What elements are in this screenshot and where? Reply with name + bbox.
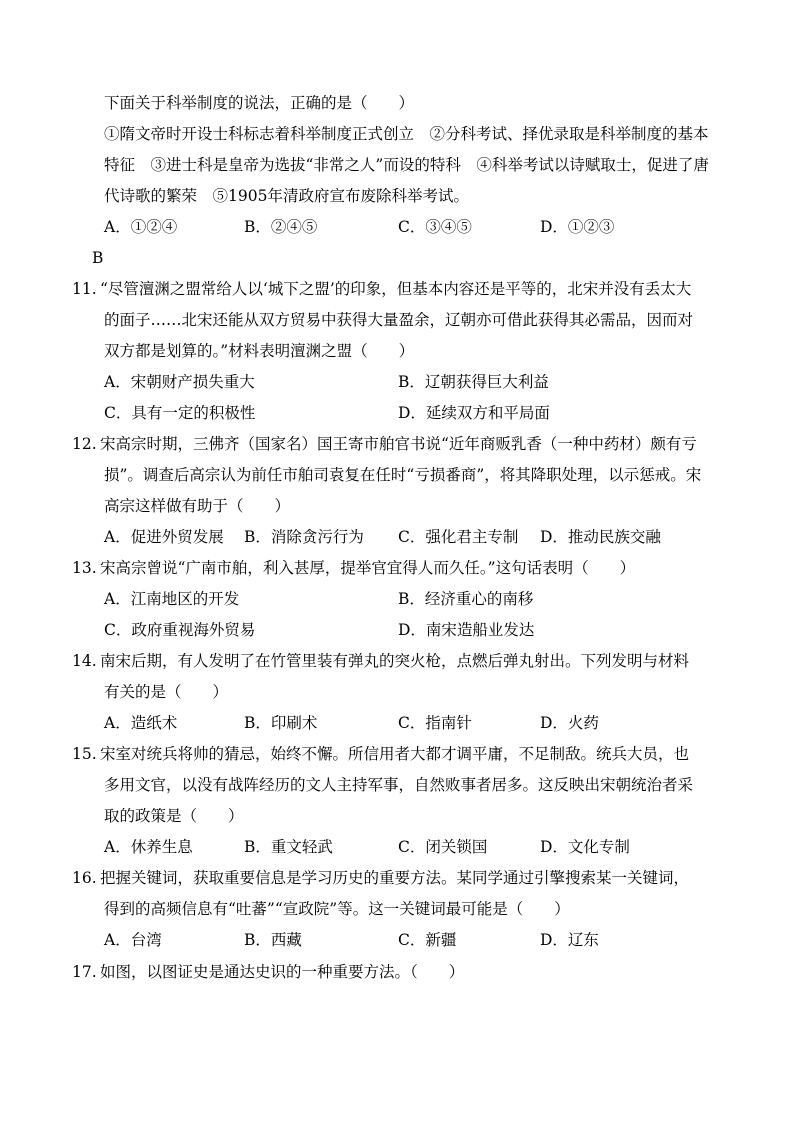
option-b: B．印刷术 (244, 714, 318, 732)
option-c: C．指南针 (398, 714, 472, 732)
option-d: D．①②③ (540, 218, 615, 236)
option-c: C．强化君主专制 (398, 528, 519, 546)
question-text-line: 双方都是划算的。”材料表明澶渊之盟（ ） (104, 342, 415, 360)
question-number: 17. (72, 963, 97, 981)
option-d: D．火药 (540, 714, 599, 732)
question-text-line: 的面子……北宋还能从双方贸易中获得大量盈余，辽朝亦可借此获得其必需品，因而对 (104, 311, 694, 329)
question-number: 15. (72, 745, 97, 763)
option-b: B．经济重心的南移 (398, 590, 534, 608)
answer-text: B (92, 249, 104, 267)
question-number: 11. (72, 280, 97, 298)
option-a: A．促进外贸发展 (104, 528, 224, 546)
question-number: 12. (72, 435, 97, 453)
option-b: B．辽朝获得巨大利益 (398, 373, 549, 391)
question-text-line: 宋室对统兵将帅的猜忌，始终不懈。所信用者大都才调平庸，不足制敌。统兵大员，也 (100, 745, 690, 763)
option-a: A．台湾 (104, 931, 162, 949)
question-number: 16. (72, 869, 97, 887)
option-a: A．休养生息 (104, 838, 193, 856)
option-b: B．消除贪污行为 (244, 528, 364, 546)
question-text-line: 把握关键词，获取重要信息是学习历史的重要方法。某同学通过引擎搜索某一关键词， (100, 869, 690, 887)
option-c: C．具有一定的积极性 (104, 404, 256, 422)
option-b: B．西藏 (244, 931, 302, 949)
question-text-line: 宋高宗曾说“广南市舶，利入甚厚，提举官宜得人而久任。”这句话表明（ ） (100, 559, 636, 577)
option-d: D．文化专制 (540, 838, 630, 856)
question-number: 14. (72, 652, 97, 670)
option-b: B．重文轻武 (244, 838, 333, 856)
option-a: A．宋朝财产损失重大 (104, 373, 255, 391)
option-a: A．造纸术 (104, 714, 178, 732)
question-number: 13. (72, 559, 97, 577)
option-c: C．闭关锁国 (398, 838, 488, 856)
question-text-line: 有关的是（ ） (104, 683, 229, 701)
option-a: A．江南地区的开发 (104, 590, 240, 608)
question-text-line: 如图，以图证史是通达史识的一种重要方法。（ ） (100, 963, 465, 981)
question-text-line: ①隋文帝时开设士科标志着科举制度正式创立 ②分科考试、择优录取是科举制度的基本 (104, 125, 709, 143)
option-c: C．③④⑤ (398, 218, 472, 236)
question-text-line: 损”。调查后高宗认为前任市舶司袁复在任时“亏损番商”，将其降职处理，以示惩戒。宋 (104, 466, 702, 484)
question-text-line: 宋高宗时期，三佛齐（国家名）国王寄市舶官书说“近年商贩乳香（一种中药材）颇有亏 (100, 435, 697, 453)
option-d: D．延续双方和平局面 (398, 404, 550, 422)
option-c: C．新疆 (398, 931, 457, 949)
option-c: C．政府重视海外贸易 (104, 621, 256, 639)
option-b: B．②④⑤ (244, 218, 318, 236)
question-text-line: 南宋后期，有人发明了在竹管里装有弹丸的突火枪，点燃后弹丸射出。下列发明与材料 (100, 652, 690, 670)
question-text-line: 代诗歌的繁荣 ⑤1905年清政府宣布废除科举考试。 (104, 187, 469, 205)
question-stem: 下面关于科举制度的说法，正确的是（ ） (104, 94, 415, 112)
option-d: D．辽东 (540, 931, 599, 949)
option-a: A．①②④ (104, 218, 178, 236)
question-text-line: “尽管澶渊之盟常给人以‘城下之盟’的印象，但基本内容还是平等的，北宋并没有丢太大 (100, 280, 692, 298)
question-text-line: 取的政策是（ ） (104, 807, 244, 825)
question-text-line: 高宗这样做有助于（ ） (104, 497, 291, 515)
option-d: D．推动民族交融 (540, 528, 661, 546)
question-text-line: 得到的高频信息有“吐蕃”“宣政院”等。这一关键词最可能是（ ） (104, 900, 570, 918)
question-text-line: 多用文官，以没有战阵经历的文人主持军事，自然败事者居多。这反映出宋朝统治者采 (104, 776, 694, 794)
option-d: D．南宋造船业发达 (398, 621, 535, 639)
question-text-line: 特征 ③进士科是皇帝为选拔“非常之人”而设的特科 ④科举考试以诗赋取士，促进了唐 (104, 156, 709, 174)
